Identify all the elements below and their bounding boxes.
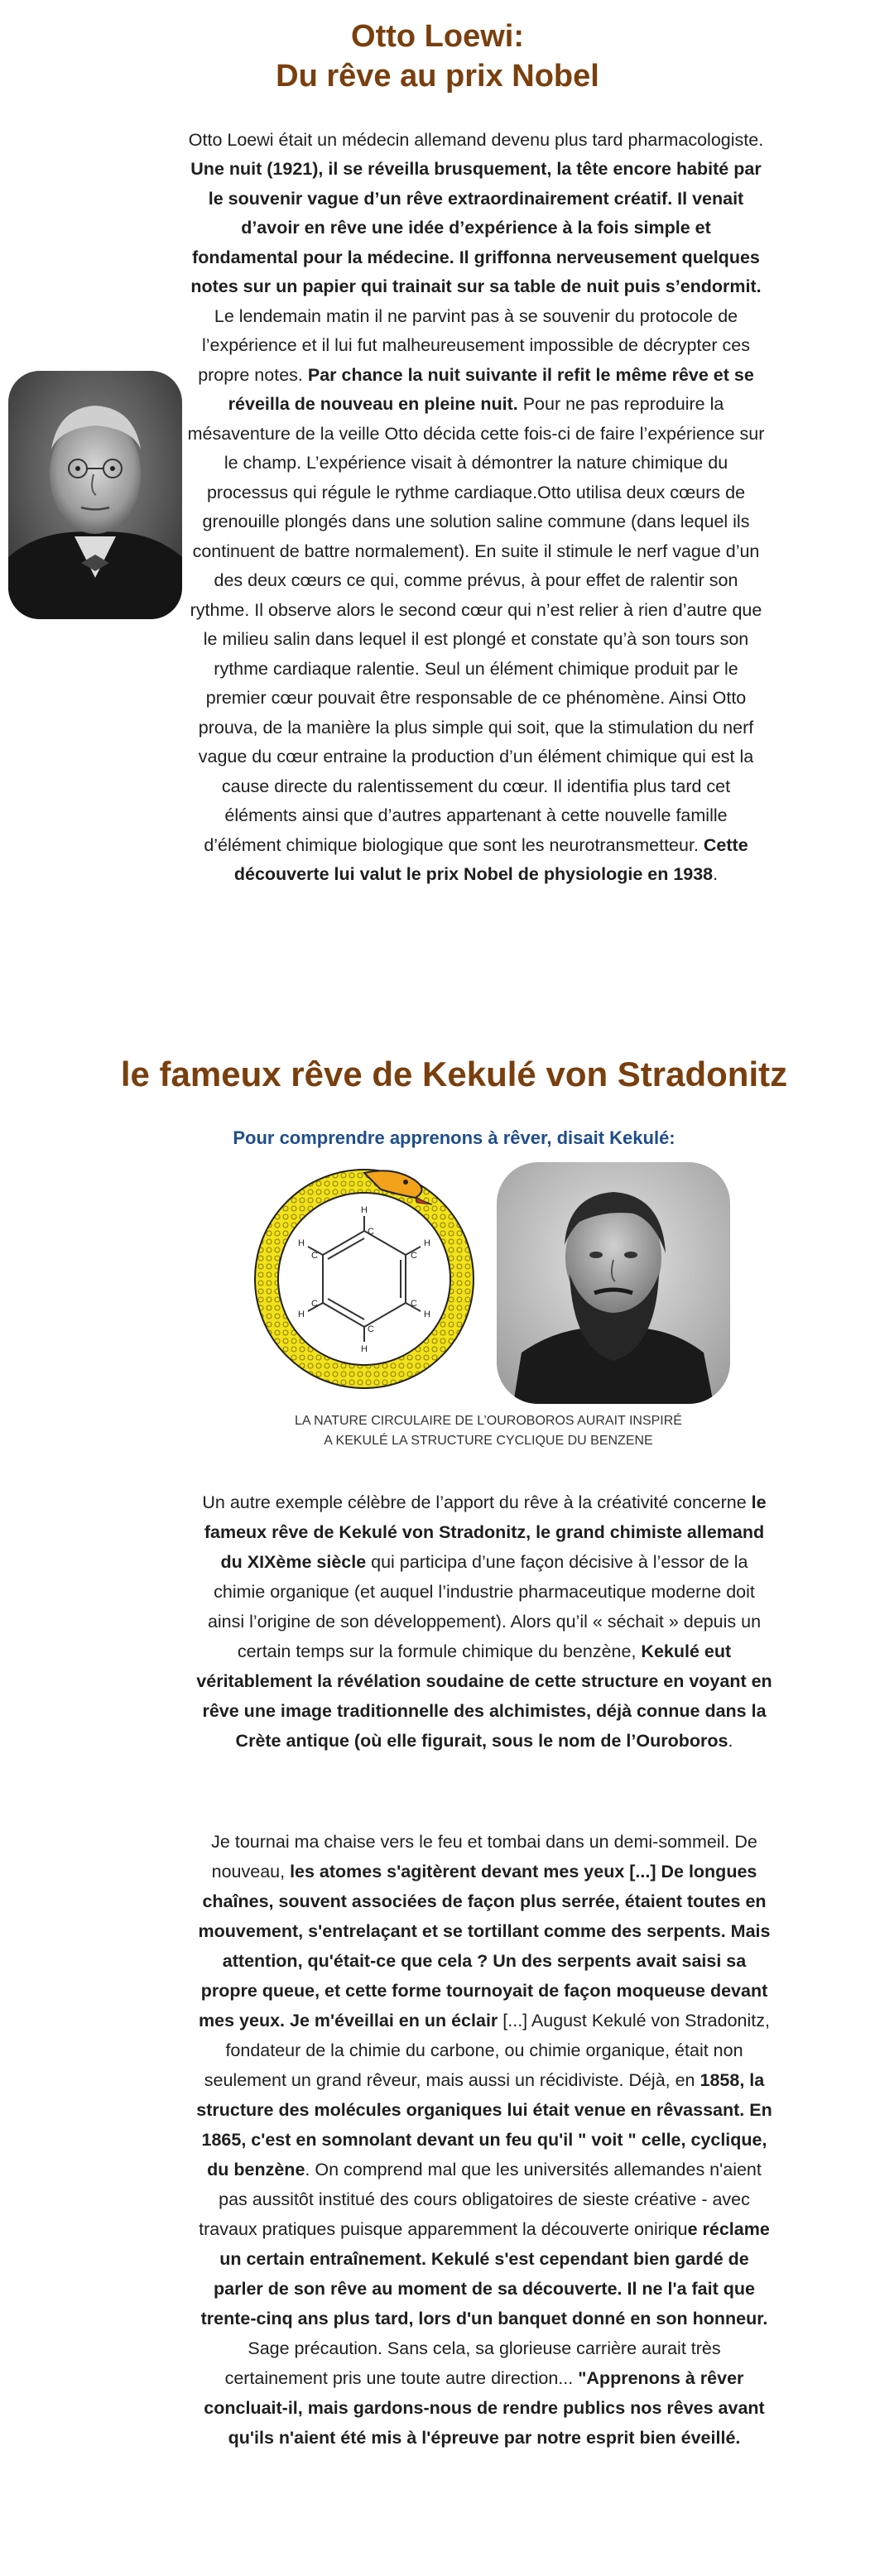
caption-line2: A KEKULÉ LA STRUCTURE CYCLIQUE DU BENZENE bbox=[324, 1434, 653, 1448]
image-caption bbox=[236, 1411, 741, 1451]
ring-hydrogen: H bbox=[424, 1238, 430, 1248]
text-run: Sage précaution. Sans cela, sa glorieuse carrière aurait très certainement pris une toute autre direction... bbox=[224, 2338, 721, 2388]
ring-atom: C bbox=[311, 1299, 318, 1309]
text-run: . bbox=[713, 864, 719, 884]
text-run: Je tournai ma chaise vers le feu et tombai dans un demi-sommeil. De nouveau, bbox=[211, 1831, 757, 1882]
text-run: Pour ne pas reproduire la mésaventure de la veille Otto décida cette fois-ci de faire l’expérience sur le champ. L’expérience visait à démontrer la nature chimique du processus qui régule le rythme cardiaque.Otto utilisa deux cœurs de grenouille plongés dans une solution saline commune (dans lequel ils continuent de battre normalement). En suite il stimule le nerf vague d’un des deux cœurs ce qui, comme prévus, à pour effet de ralentir son rythme. Il observe alors le second cœur qui n’est relier à rien d’autre que le milieu salin dans lequel il est plongé et constate qu’à son tours son rythme cardiaque ralentie. Seul un élément chimique produit par le premier cœur pouvait être responsable de ce phénomène. Ainsi Otto prouva, de la manière la plus simple qui soit, que la stimulation du nerf vague du cœur entraine la production d’un élément chimique qui est la cause directe du ralentissement du cœur. Il identifia plus tard cet éléments ainsi que d’autres appartenant à cette nouvelle famille d’élément chimique biologique que sont les neurotransmetteur. bbox=[187, 394, 765, 855]
ring-atom: C bbox=[368, 1227, 374, 1237]
text-run: . On comprend mal que les universités allemandes n'aient pas aussitôt institué des cours obligatoires de sieste créative - avec travaux pratiques puisque apparemment la découverte oniriqu bbox=[199, 2159, 762, 2239]
ring-atom: C bbox=[411, 1251, 417, 1261]
ring-hydrogen: H bbox=[361, 1344, 368, 1354]
ring-hydrogen: H bbox=[298, 1310, 305, 1319]
portrait-photo-icon bbox=[497, 1162, 730, 1404]
text-run: . bbox=[728, 1730, 733, 1751]
kekule-subtitle: Pour comprendre apprenons à rêver, disait Kekulé: bbox=[233, 1127, 675, 1148]
caption-line1: LA NATURE CIRCULAIRE DE L’OUROBOROS AURAIT INSPIRÉ bbox=[295, 1414, 682, 1428]
ring-hydrogen: H bbox=[298, 1238, 305, 1248]
otto-section-title bbox=[0, 17, 875, 96]
bold-text-run: Une nuit (1921), il se réveilla brusquement, la tête encore habité par le souvenir vague d’un rêve extraordinairement créatif. Il venait d’avoir en rêve une idée d’expérience à la fois simple et fondamental pour la médecine. Il griffonna nerveusement quelques notes sur un papier qui trainait sur sa table de nuit puis s’endormit. bbox=[190, 159, 762, 296]
bold-text-run: 1858, la structure des molécules organiques lui était venue en rêvassant. En 1865, c'est en somnolant devant un feu qu'il " voit " celle, cyclique, du benzène bbox=[196, 2069, 772, 2180]
ouroboros-icon bbox=[240, 1155, 488, 1403]
bold-text-run: le fameux rêve de Kekulé von Stradonitz, le grand chimiste allemand du XIXème siècle bbox=[204, 1492, 767, 1572]
kekule-paragraph-1 bbox=[195, 1487, 774, 1756]
otto-title-line1: Otto Loewi: bbox=[351, 19, 524, 54]
portrait-photo-icon bbox=[8, 371, 182, 619]
text-run: Le lendemain matin il ne parvint pas à se souvenir du protocole de l’expérience et il lui fut malheureusement impossible de décrypter ces propre notes. bbox=[198, 305, 751, 385]
otto-title-line2: Du rêve au prix Nobel bbox=[276, 59, 599, 94]
bold-text-run: Par chance la nuit suivante il refit le même rêve et se réveilla de nouveau en pleine nuit. bbox=[228, 364, 754, 414]
ring-atom: C bbox=[311, 1251, 318, 1261]
bold-text-run: e réclame un certain entraînement. Kekulé s'est cependant bien gardé de parler de son rêve au moment de sa découverte. Il ne l'a fait que trente-cinq ans plus tard, lors d'un banquet donné en son honneur. bbox=[200, 2218, 770, 2328]
kekule-section-title: le fameux rêve de Kekulé von Stradonitz bbox=[120, 1055, 788, 1093]
ring-atom: C bbox=[368, 1324, 374, 1334]
ring-hydrogen: H bbox=[424, 1310, 430, 1319]
otto-paragraph bbox=[186, 126, 766, 890]
bold-text-run: "Apprenons à rêver concluait-il, mais gardons-nous de rendre publics nos rêves avant qu'ils n'aient été mis à l'épreuve par notre esprit bien éveillé. bbox=[204, 2367, 765, 2448]
ring-atom: C bbox=[411, 1299, 417, 1309]
text-run: qui participa d’une façon décisive à l’essor de la chimie organique (et auquel l’industrie pharmaceutique moderne doit ainsi l’origine de son développement). Alors qu’il « séchait » depuis un certain temps sur la formule chimique du benzène, bbox=[207, 1551, 762, 1661]
otto-loewi-portrait bbox=[8, 371, 182, 619]
ouroboros-benzene-illustration bbox=[240, 1155, 488, 1403]
kekule-paragraph-2 bbox=[195, 1827, 774, 2453]
bold-text-run: Cette découverte lui valut le prix Nobel de physiologie en 1938 bbox=[233, 834, 748, 884]
bold-text-run: les atomes s'agitèrent devant mes yeux [...] De longues chaînes, souvent associées de façon plus serrée, étaient toutes en mouvement, s'entrelaçant et se tortillant comme des serpents. Mais attention, qu'était-ce que cela ? Un des serpents avait saisi sa propre queue, et cette forme tournoyait de façon moqueuse devant mes yeux. Je m'éveillai en un éclair bbox=[198, 1861, 771, 2031]
bold-text-run: Kekulé eut véritablement la révélation soudaine de cette structure en voyant en rêve une image traditionnelle des alchimistes, déjà connue dans la Crète antique (où elle figurait, sous le nom de l’Ouroboros bbox=[196, 1641, 772, 1751]
text-run: Otto Loewi était un médecin allemand devenu plus tard pharmacologiste. bbox=[188, 129, 764, 150]
ring-hydrogen: H bbox=[361, 1205, 368, 1215]
kekule-portrait bbox=[497, 1162, 730, 1404]
text-run: [...] August Kekulé von Stradonitz, fondateur de la chimie du carbone, ou chimie organique, était non seulement un grand rêveur, mais aussi un récidiviste. Déjà, en bbox=[204, 2010, 770, 2090]
text-run: Un autre exemple célèbre de l’apport du rêve à la créativité concerne bbox=[202, 1492, 752, 1512]
